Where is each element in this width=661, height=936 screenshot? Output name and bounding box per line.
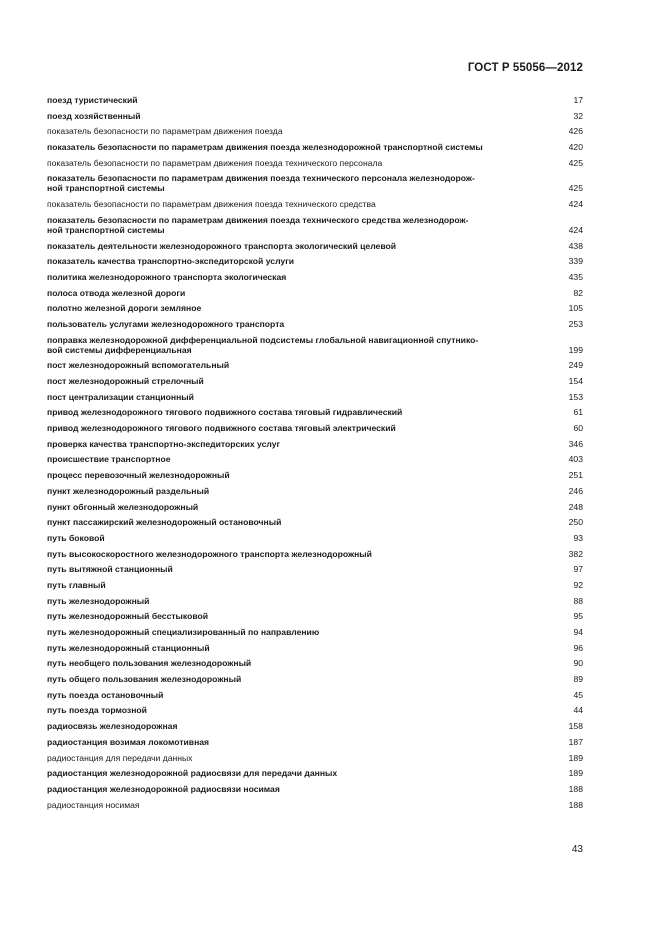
index-entry xyxy=(47,126,583,136)
index-page-number: 61 xyxy=(573,407,583,418)
index-entry xyxy=(47,549,583,559)
index-page-number: 189 xyxy=(568,752,583,763)
index-term: показатель безопасности по параметрам движения поезда xyxy=(47,126,283,137)
index-page-number: 250 xyxy=(568,517,583,528)
index-page-number: 424 xyxy=(568,224,583,235)
index-page-number: 105 xyxy=(568,303,583,314)
index-entry xyxy=(47,596,583,606)
index-term: пункт железнодорожный раздельный xyxy=(47,485,210,496)
index-term: путь высокоскоростного железнодорожного транспорта железнодорожный xyxy=(47,548,372,559)
index-entry xyxy=(47,690,583,700)
index-term: путь боковой xyxy=(47,532,105,543)
index-term: поезд хозяйственный xyxy=(47,110,141,121)
index-entry xyxy=(47,111,583,121)
index-term: привод железнодорожного тягового подвижного состава тяговый гидравлический xyxy=(47,407,403,418)
index-page-number: 32 xyxy=(573,110,583,121)
index-entry xyxy=(47,439,583,449)
index-term: путь железнодорожный специализированный по направлению xyxy=(47,627,320,637)
index-page-number: 188 xyxy=(568,799,583,810)
index-page-number: 45 xyxy=(573,689,583,700)
index-page-number: 249 xyxy=(568,360,583,371)
index-term: показатель безопасности по параметрам движения поезда технического средства xyxy=(47,199,376,210)
index-term: радиостанция носимая xyxy=(47,799,140,810)
index-entry xyxy=(47,627,583,637)
index-term: привод железнодорожного тягового подвижного состава тяговый электрический xyxy=(47,423,396,434)
index-page-number: 89 xyxy=(573,674,583,685)
index-entry xyxy=(47,784,583,794)
index-entry xyxy=(47,95,583,105)
index-entry xyxy=(47,199,583,209)
index-page-number: 424 xyxy=(568,199,583,210)
index-entry xyxy=(47,360,583,370)
index-term: политика железнодорожного транспорта экологическая xyxy=(47,271,287,282)
index-term: пункт обгонный железнодорожный xyxy=(47,501,199,512)
index-term: радиостанция для передачи данных xyxy=(47,752,193,763)
index-term: процесс перевозочный железнодорожный xyxy=(47,470,230,481)
index-entry xyxy=(47,643,583,653)
index-entry xyxy=(47,392,583,402)
index-page-number: 339 xyxy=(568,256,583,267)
index-entry xyxy=(47,142,583,152)
index-page-number: 403 xyxy=(568,454,583,465)
index-term: радиостанция возимая локомотивная xyxy=(47,736,210,747)
index-entry xyxy=(47,454,583,464)
document-header: ГОСТ Р 55056—2012 xyxy=(467,62,583,74)
index-term: радиостанция железнодорожной радиосвязи для передачи данных xyxy=(47,768,338,779)
page-number: 43 xyxy=(571,844,583,855)
index-page-number: 251 xyxy=(568,470,583,481)
index-entry xyxy=(47,753,583,763)
index-page-number: 88 xyxy=(573,595,583,606)
index-entry xyxy=(47,611,583,621)
index-page-number: 153 xyxy=(568,391,583,402)
index-entry xyxy=(47,158,583,168)
index-entry xyxy=(47,768,583,778)
index-page-number: 438 xyxy=(568,240,583,251)
index-entry xyxy=(47,674,583,684)
index-term: радиостанция железнодорожной радиосвязи носимая xyxy=(47,783,280,794)
index-entry xyxy=(47,241,583,251)
index-entry xyxy=(47,721,583,731)
index-page-number: 420 xyxy=(568,142,583,153)
index-entry xyxy=(47,705,583,715)
index-term: пост железнодорожный стрелочный xyxy=(47,376,204,386)
index-page-number: 188 xyxy=(568,783,583,794)
index-entry xyxy=(47,173,583,193)
index-term: путь главный xyxy=(47,579,106,590)
index-page-number: 96 xyxy=(573,642,583,653)
index-term: путь общего пользования железнодорожный xyxy=(47,674,242,685)
index-term: путь поезда остановочный xyxy=(47,689,164,700)
index-term: полоса отвода железной дороги xyxy=(47,287,186,298)
index-entry xyxy=(47,564,583,574)
index-entry xyxy=(47,256,583,266)
index-term: проверка качества транспортно-экспедиторских услуг xyxy=(47,438,281,449)
index-page-number: 92 xyxy=(573,579,583,590)
index-term: поправка железнодорожной дифференциальной подсистемы глобальной навигационной спутнико- вой системы дифференциальная xyxy=(47,334,479,355)
index-term: путь железнодорожный xyxy=(47,595,150,606)
index-entry xyxy=(47,502,583,512)
index-term: поезд туристический xyxy=(47,95,138,105)
index-page-number: 346 xyxy=(568,438,583,449)
index-entry xyxy=(47,658,583,668)
index-page-number: 90 xyxy=(573,658,583,669)
index-entry xyxy=(47,533,583,543)
index-entry xyxy=(47,215,583,235)
index-term: показатель безопасности по параметрам движения поезда технического персонала железнодорож- ной транспортной системы xyxy=(47,173,475,194)
index-term: пользователь услугами железнодорожного транспорта xyxy=(47,318,285,329)
index-entry xyxy=(47,303,583,313)
index-entry xyxy=(47,423,583,433)
index-term: пост железнодорожный вспомогательный xyxy=(47,360,230,371)
index-page-number: 253 xyxy=(568,318,583,329)
index-page-number: 97 xyxy=(573,564,583,575)
index-page-number: 93 xyxy=(573,532,583,543)
index-entry xyxy=(47,470,583,480)
index-entry xyxy=(47,486,583,496)
index-entry xyxy=(47,288,583,298)
index-term: пост централизации станционный xyxy=(47,391,194,402)
index-term: показатель качества транспортно-экспедиторской услуги xyxy=(47,256,295,267)
index-entry xyxy=(47,319,583,329)
index-term: путь необщего пользования железнодорожный xyxy=(47,658,252,669)
index-term: путь железнодорожный станционный xyxy=(47,642,210,653)
index-entry xyxy=(47,800,583,810)
index-term: происшествие транспортное xyxy=(47,454,171,465)
index-page-number: 199 xyxy=(568,344,583,355)
index-entry xyxy=(47,376,583,386)
index-entry xyxy=(47,407,583,417)
index-page-number: 94 xyxy=(573,627,583,637)
index-term: показатель безопасности по параметрам движения поезда технического персонала xyxy=(47,157,383,168)
index-term: показатель безопасности по параметрам движения поезда железнодорожной транспортной системы xyxy=(47,142,483,153)
index-term: пункт пассажирский железнодорожный остановочный xyxy=(47,517,282,528)
index-page-number: 44 xyxy=(573,705,583,716)
term-index xyxy=(47,95,583,815)
index-entry xyxy=(47,580,583,590)
index-page-number: 158 xyxy=(568,721,583,732)
index-term: радиосвязь железнодорожная xyxy=(47,721,178,732)
index-page-number: 425 xyxy=(568,183,583,194)
index-page-number: 246 xyxy=(568,485,583,496)
index-page-number: 189 xyxy=(568,768,583,779)
index-entry xyxy=(47,335,583,355)
index-entry xyxy=(47,737,583,747)
index-page-number: 154 xyxy=(568,376,583,386)
index-term: путь вытяжной станционный xyxy=(47,564,173,575)
index-page-number: 95 xyxy=(573,611,583,622)
index-page-number: 17 xyxy=(573,95,583,105)
index-term: показатель деятельности железнодорожного транспорта экологический целевой xyxy=(47,240,397,251)
index-term: показатель безопасности по параметрам движения поезда технического средства железнодорож- ной транспортной системы xyxy=(47,214,469,235)
index-term: путь железнодорожный бесстыковой xyxy=(47,611,209,622)
index-page-number: 82 xyxy=(573,287,583,298)
index-term: путь поезда тормозной xyxy=(47,705,147,716)
index-page-number: 425 xyxy=(568,157,583,168)
index-page-number: 382 xyxy=(568,548,583,559)
index-entry xyxy=(47,272,583,282)
index-term: полотно железной дороги земляное xyxy=(47,303,202,314)
index-page-number: 248 xyxy=(568,501,583,512)
index-page-number: 435 xyxy=(568,271,583,282)
index-page-number: 60 xyxy=(573,423,583,434)
index-page-number: 426 xyxy=(568,126,583,137)
index-entry xyxy=(47,517,583,527)
index-page-number: 187 xyxy=(568,736,583,747)
